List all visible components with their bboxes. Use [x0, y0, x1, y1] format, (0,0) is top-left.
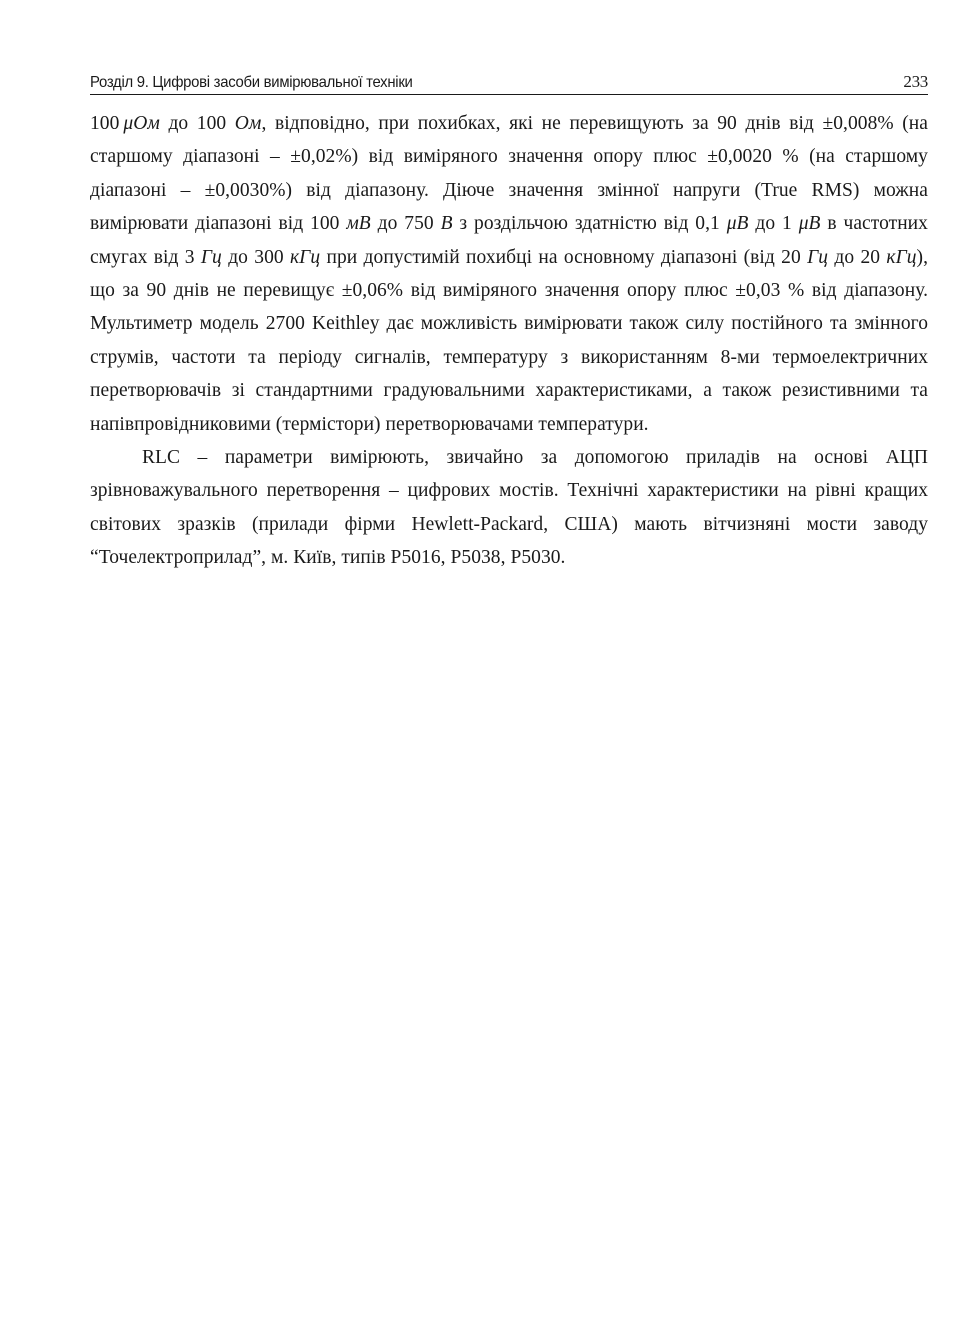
text-run: 100: [90, 113, 120, 134]
text-run: в частотних смугах від 3: [90, 213, 928, 268]
text-run: до 750: [377, 213, 434, 235]
text-run: з роздільчою здатністю від 0,1: [459, 213, 720, 235]
unit: кГц: [886, 246, 917, 268]
text-run: , відповідно, при похибках, які не перевищують за 90 днів від ±0,008% (на старшому діапазоні – ±0,02%) від виміряного значення опору плюс ±0,0020 % (на старшому діапазоні – ±0,0030%) від діапазону. Діюче значення змінної напруги (True RMS) можна вимірювати діапазоні від 100: [90, 113, 928, 235]
body-text: [90, 107, 928, 575]
chapter-title: Розділ 9. Цифрові засоби вимірювальної техніки: [90, 74, 413, 91]
text-run: до 20: [834, 246, 881, 268]
unit: Ом: [234, 113, 262, 134]
paragraph-1: [90, 107, 928, 441]
text-run: при допустимій похибці на основному діапазоні (від 20: [326, 246, 801, 268]
unit: В: [440, 213, 453, 235]
document-page: [90, 72, 928, 575]
unit: μВ: [726, 213, 749, 235]
unit: мВ: [346, 213, 371, 235]
page-number: 233: [903, 72, 928, 91]
paragraph-2: RLC – параметри вимірюють, звичайно за допомогою приладів на основі АЦП зрівноважувального перетворення – цифрових мостів. Технічні характеристики на рівні кращих світових зразків (прилади фірми Hewlett-Packard, США) мають вітчизняні мости заводу “Точелектроприлад”, м. Київ, типів Р5016, Р5038, Р5030.: [90, 447, 928, 569]
unit: μВ: [798, 213, 821, 235]
unit: Гц: [200, 246, 222, 268]
unit: Гц: [807, 246, 829, 268]
text-run: до 300: [228, 246, 284, 268]
text-run: до 1: [755, 213, 792, 235]
text-run: до 100: [168, 113, 227, 134]
text-run: ), що за 90 днів не перевищує ±0,06% від виміряного значення опору плюс ±0,03 % від діапазону. Мультиметр модель 2700 Keithley дає можливість вимірювати також силу постійного та змінного струмів, частоти та періоду сигналів, температуру з використанням 8-ми термоелектричних перетворювачів зі стандартними градуювальними характеристиками, а також резистивними та напівпровідниковими (термістори) перетворювачами температури.: [90, 246, 928, 435]
unit: кГц: [290, 246, 321, 268]
unit: μОм: [123, 113, 160, 134]
running-header: [90, 72, 928, 95]
